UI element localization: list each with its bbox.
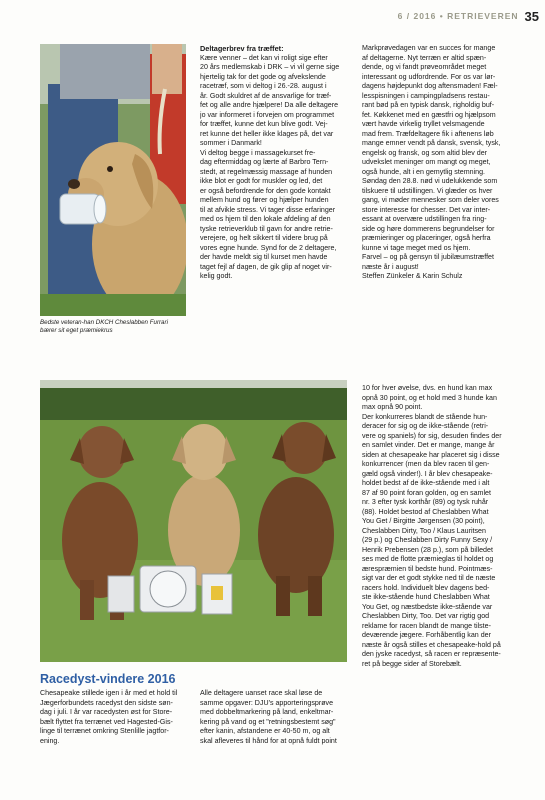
text-line: vært havde virkelig tryllet velsmagende bbox=[362, 120, 485, 128]
text-line: lesspisningen i campingpladsens restau- bbox=[362, 91, 490, 100]
text-line: vores egne hunde. Synd for de 2 deltagere, bbox=[200, 243, 337, 252]
text-line: kering på vand og et "retningsbestemt søg" bbox=[200, 717, 336, 726]
article-column-1 bbox=[40, 689, 192, 753]
text-line: næste år også stilles et chesapeake-hold på bbox=[362, 640, 501, 649]
text-line: for træffet, kunne det kun blive godt. Vej- bbox=[200, 120, 328, 128]
text-line: bælt flyttet fra terrænet ved Hagested-Gis- bbox=[40, 717, 173, 726]
text-line: med dobbeltmarkering på land, enkeltmar- bbox=[200, 708, 334, 716]
caption-line: bærer sit eget præmiekrus bbox=[40, 327, 113, 334]
text-line: taget fejl af dagen, de gik glip af noget vir- bbox=[200, 262, 332, 271]
text-line: år. Godt skuldret af de ansvarlige for træf- bbox=[200, 91, 332, 100]
text-line: præmieringer og placeringer, også herfra bbox=[362, 234, 491, 242]
page-header bbox=[398, 6, 539, 26]
text-line: opnå 30 point, og et hold med 3 hunde kan bbox=[362, 393, 497, 402]
text-line: kelig godt. bbox=[200, 272, 233, 280]
text-line: den jyske racedyst, så racen er repræsente- bbox=[362, 650, 501, 658]
photo-three-dogs-illustration bbox=[40, 380, 347, 662]
text-line: stedt, at regelmæssig massage af hunden bbox=[200, 167, 333, 176]
text-line: Henrik Prebensen (28 p.), som på billedet bbox=[362, 545, 493, 554]
text-line: 20 års medlemskab i DRK – vi vil gerne sige bbox=[200, 63, 340, 71]
photo-three-dogs-trophies bbox=[40, 380, 347, 662]
text-line: gang, vi møder mennesker som deler vores bbox=[362, 196, 499, 204]
text-line: Cheslabben Dirty, Too / Klaus Lauritsen bbox=[362, 526, 486, 535]
text-line: med os hjem til den lokale afdeling af den bbox=[200, 215, 331, 223]
text-line: er også befordrende for den gode kontakt bbox=[200, 186, 331, 195]
text-line: (29 p.) og Cheslabben Dirty Funny Sexy / bbox=[362, 536, 493, 544]
text-line: sommer i Danmark! bbox=[200, 139, 262, 147]
text-line: udvekslet meninger om mangt og meget, bbox=[362, 158, 491, 166]
text-line: reklame for racen blandt de mange tilste- bbox=[362, 621, 491, 630]
text-line: Alle deltagere uanset race skal løse de bbox=[200, 689, 323, 697]
text-line: engelsk og fransk, og som altid blev der bbox=[362, 148, 487, 157]
text-line: verejere, og helt sikkert til videre brug på bbox=[200, 234, 328, 242]
text-line: mellem hund og fører og hjælper hunden bbox=[200, 196, 329, 204]
text-line: ret på begge sider af Storebælt. bbox=[362, 659, 462, 668]
text-line: også hunde, alt i en gemytlig stemning. bbox=[362, 167, 486, 176]
column-deltagerbrev bbox=[200, 44, 352, 344]
text-line: 10 for hver øvelse, dvs. en hund kan max bbox=[362, 384, 493, 392]
text-line: hjertelig tak for det gode og afvekslende bbox=[200, 72, 326, 81]
text-line: vere og spaniels) for sig, desuden findes der bbox=[362, 431, 502, 440]
photo-caption bbox=[40, 319, 190, 335]
text-line: Vi deltog begge i massagekurset fre- bbox=[200, 148, 316, 157]
text-line: næste år i august! bbox=[362, 262, 419, 271]
text-line: kunne vi tage meget med os hjem. bbox=[362, 243, 471, 252]
issue-label: 6 / 2016 • RETRIEVEREN bbox=[397, 11, 519, 21]
text-line: dag i juli. I år var racedysten øst for Store- bbox=[40, 708, 173, 716]
text-line: sigt var der et godt stykke ned til de næste bbox=[362, 574, 496, 582]
text-line: dagens højdepunkt dog aftensmaden! Fæl- bbox=[362, 82, 498, 90]
text-line: max opnå 90 point. bbox=[362, 403, 423, 411]
text-line: ret kunne det heller ikke klages på, det var bbox=[200, 129, 334, 138]
text-line: Kære venner – det kan vi roligt sige efter bbox=[200, 53, 328, 62]
text-line: Chesapeake stillede igen i år med et hold til bbox=[40, 689, 178, 697]
text-line: nr. 3 efter tysk korthår (89) og tysk ruhår bbox=[362, 498, 489, 506]
text-line: skal afleveres til hånd for at opnå fuldt point bbox=[200, 736, 337, 745]
text-line: konkurrencer (men da blev racen til gen- bbox=[362, 460, 490, 468]
text-line: jo var informeret i forvejen om programmet bbox=[200, 110, 335, 119]
photo-dog-with-trophy bbox=[40, 44, 186, 316]
text-line: ikke blot er godt for muskler og led, det bbox=[200, 177, 323, 185]
text-line: dag eftermiddag og lærte af Barbro Tern- bbox=[200, 158, 329, 166]
text-line: You Get, og næstbedste ikke-stående var bbox=[362, 602, 493, 611]
section-heading: Deltagerbrev fra træffet: bbox=[200, 44, 284, 53]
article-column-2 bbox=[200, 689, 352, 753]
text-line: holdet bedst af de ikke-stående med i alt bbox=[362, 479, 490, 487]
text-line: mad frem. Træfdeltagere fik i aftenens løb bbox=[362, 129, 494, 138]
text-line: gæld også vinder!). I år blev chesapeake- bbox=[362, 469, 493, 478]
text-line: tyske retrieverklub til gavn for andre retrie- bbox=[200, 224, 333, 233]
photo-dog-with-trophy-illustration bbox=[40, 44, 186, 316]
text-line: ste ikke-stående hund Cheslabben What bbox=[362, 593, 490, 601]
text-line: Cheslabben Dirty, Too. Det var rigtig god bbox=[362, 612, 490, 620]
text-line: Jægerforbundets racedyst den sidste søn- bbox=[40, 698, 173, 707]
text-line: ærespræmien til bedste hund. Pointmæs- bbox=[362, 564, 493, 573]
text-line: dende, og vi fandt prøveområdet meget bbox=[362, 63, 487, 71]
text-line: 87 af 90 point foran golden, og en samlet bbox=[362, 488, 491, 497]
text-line: deværende jægere. Forhåbentlig kan der bbox=[362, 631, 491, 639]
text-line: store interesse for chesser. Det var inter- bbox=[362, 205, 491, 214]
text-line: racers hold. Individuelt blev dagens bed- bbox=[362, 583, 490, 592]
text-line: siden at chesapeake har placeret sig i disse bbox=[362, 450, 500, 459]
text-line: ening. bbox=[40, 736, 60, 745]
author-signature: Steffen Zünkeler & Karin Schulz bbox=[362, 272, 463, 280]
text-line: der havde meldt sig til kurset men havde bbox=[200, 253, 328, 261]
text-line: essant at overvære udstillingen fra ring- bbox=[362, 215, 487, 223]
article-column-3 bbox=[362, 384, 512, 724]
text-line: samme opgaver: DJU's apporteringsprøve bbox=[200, 698, 334, 707]
text-line: fet. Køkkenet med en gæstfri og hjælpsom bbox=[362, 110, 496, 119]
text-line: Farvel – og på gensyn til jubilæumstræffet bbox=[362, 253, 494, 261]
column-markproevedagen bbox=[362, 44, 510, 344]
text-line: Søndag den 28.8. nød vi udelukkende som bbox=[362, 177, 498, 185]
text-line: racetræf, som vi deltog i 26.-28. august i bbox=[200, 82, 327, 90]
caption-line: Bedste veteran-han DKCH Cheslabben Furrari bbox=[40, 319, 168, 326]
text-line: side og høre dommerens begrundelser for bbox=[362, 224, 495, 233]
article-title: Racedyst-vindere 2016 bbox=[40, 672, 176, 686]
text-line: Markprøvedagen var en succes for mange bbox=[362, 44, 496, 52]
text-line: fet og alle andre hjælpere! Da alle deltagere bbox=[200, 101, 339, 109]
text-line: af deltagerne. Nyt terræn er altid spæn- bbox=[362, 53, 487, 62]
text-line: tilskuere til udstillingen. Vi glæder os hver bbox=[362, 186, 493, 195]
text-line: deracer for sig og de ikke-stående (retri- bbox=[362, 422, 489, 430]
page-number: 35 bbox=[524, 8, 539, 24]
text-line: til at afvikle stress. Vi tager disse erfaringer bbox=[200, 205, 336, 214]
text-line: linge til terrænet omkring Stenlille jagtfor- bbox=[40, 727, 169, 735]
text-line: mange emner vendt på dansk, svensk, tysk, bbox=[362, 139, 501, 147]
text-line: ses med de flotte præmieglas til holdet og bbox=[362, 555, 494, 563]
text-line: rant bød på en typisk dansk, righoldig buf- bbox=[362, 101, 495, 109]
text-line: (88). Holdet bestod af Cheslabben What bbox=[362, 507, 489, 516]
text-line: You Get / Birgitte Jørgensen (30 point), bbox=[362, 517, 485, 525]
text-line: Der konkurreres blandt de stående hun- bbox=[362, 412, 488, 421]
text-line: efter kanin, afstandene er 40-50 m, og alt bbox=[200, 727, 330, 735]
text-line: en samlet vinder. Det er mange, mange år bbox=[362, 441, 495, 449]
text-line: interessant og udfordrende. For os var lør- bbox=[362, 72, 496, 81]
